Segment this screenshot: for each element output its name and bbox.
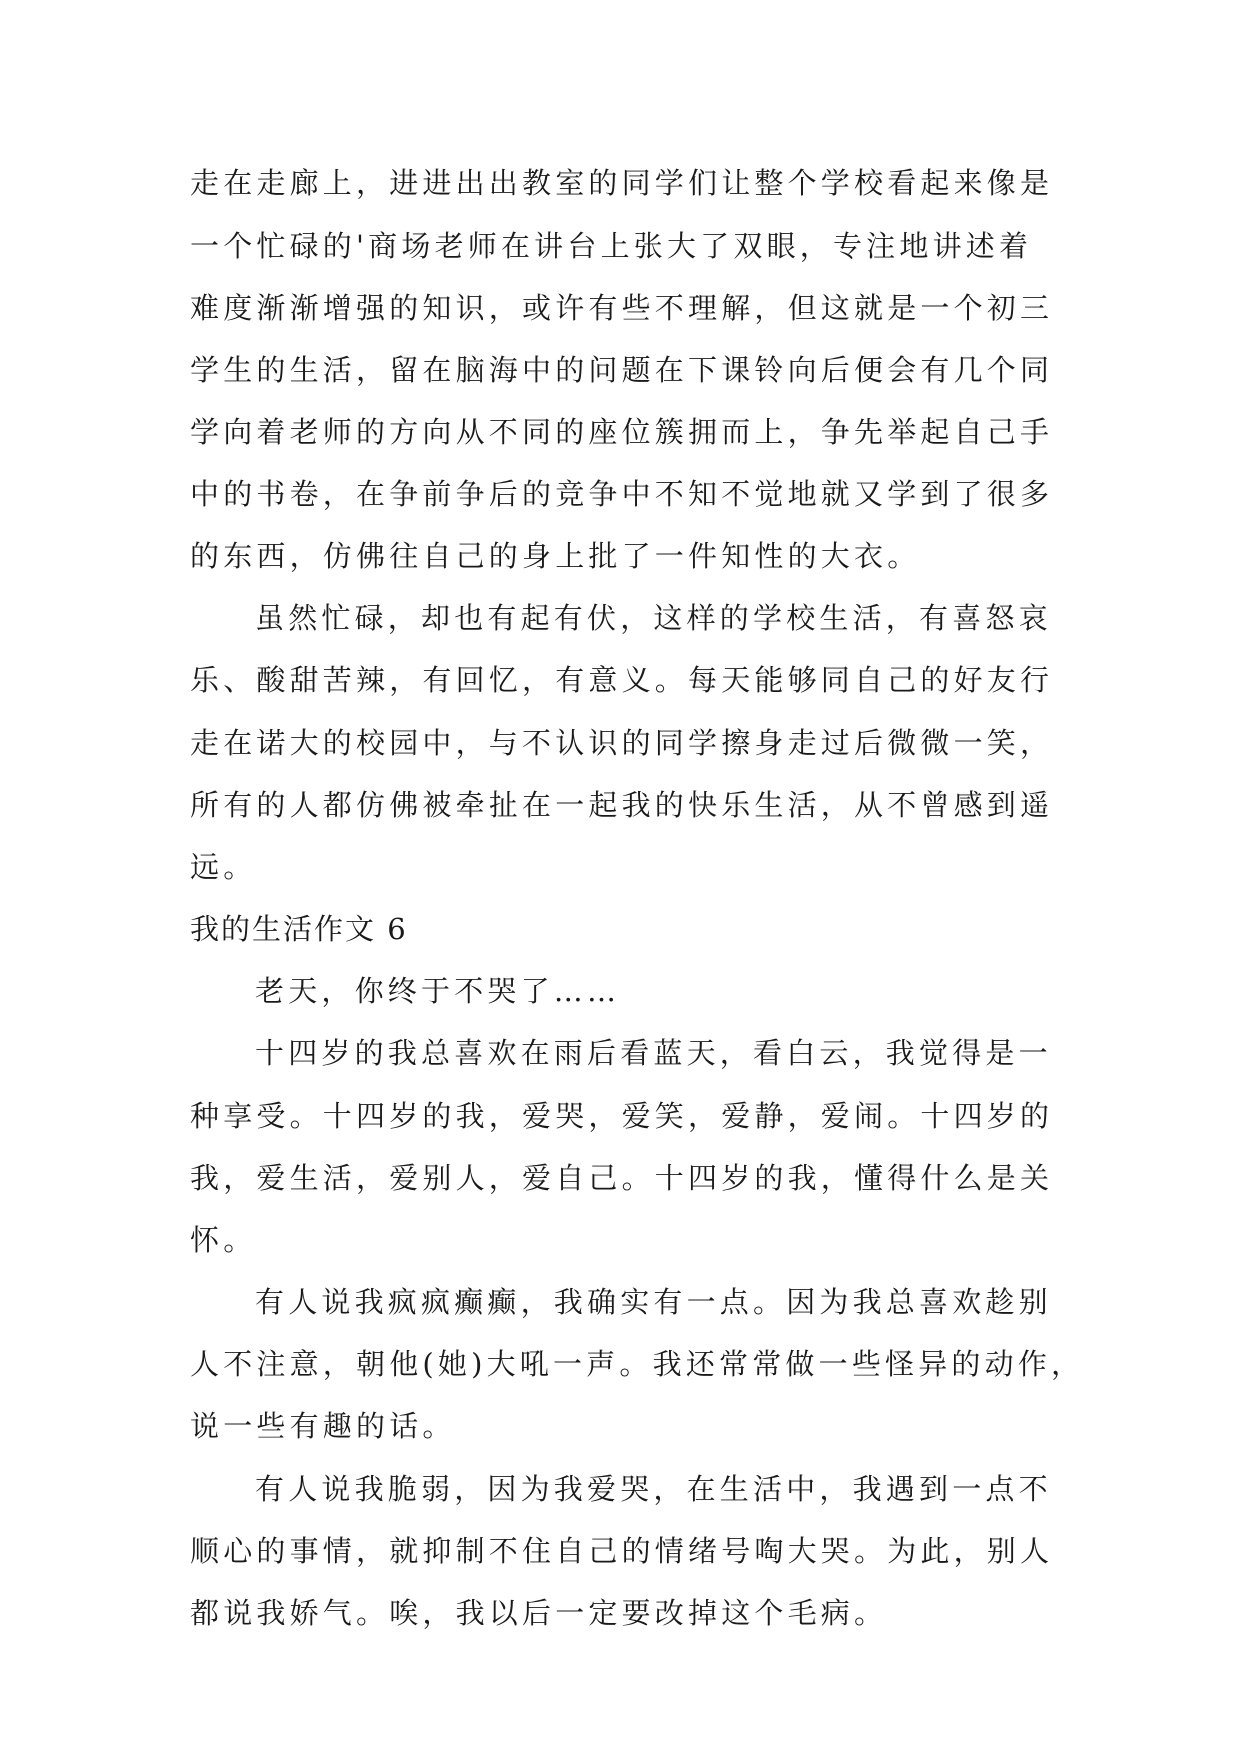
body-text-line: 走在诺大的校园中，与不认识的同学擦身走过后微微一笑， — [190, 726, 1054, 760]
paragraph-first-line: 有人说我疯疯癫癫，我确实有一点。因为我总喜欢趁别 — [255, 1285, 1052, 1319]
body-text-line: 所有的人都仿佛被牵扯在一起我的快乐生活，从不曾感到遥 — [190, 788, 1054, 822]
paragraph-first-line: 十四岁的我总喜欢在雨后看蓝天，看白云，我觉得是一 — [255, 1036, 1052, 1070]
body-text-line: 走在走廊上，进进出出教室的同学们让整个学校看起来像是 — [190, 166, 1054, 200]
body-text-line: 一个忙碌的'商场老师在讲台上张大了双眼，专注地讲述着 — [190, 229, 1033, 263]
body-text-line: 学生的生活，留在脑海中的问题在下课铃向后便会有几个同 — [190, 353, 1054, 387]
section-heading: 我的生活作文 6 — [190, 912, 408, 946]
body-text-line: 中的书卷，在争前争后的竞争中不知不觉地就又学到了很多 — [190, 477, 1054, 511]
body-text-line: 说一些有趣的话。 — [190, 1409, 456, 1443]
body-text-line: 学向着老师的方向从不同的座位簇拥而上，争先举起自己手 — [190, 415, 1054, 449]
body-text-line: 怀。 — [190, 1223, 257, 1257]
body-text-line: 人不注意，朝他(她)大吼一声。我还常常做一些怪异的动作， — [190, 1347, 1085, 1381]
body-text-line: 种享受。十四岁的我，爱哭，爱笑，爱静，爱闹。十四岁的 — [190, 1099, 1054, 1133]
body-text-line: 难度渐渐增强的知识，或许有些不理解，但这就是一个初三 — [190, 291, 1054, 325]
paragraph-first-line: 老天，你终于不哭了…… — [255, 974, 621, 1008]
paragraph-first-line: 虽然忙碌，却也有起有伏，这样的学校生活，有喜怒哀 — [255, 601, 1052, 635]
body-text-line: 乐、酸甜苦辣，有回忆，有意义。每天能够同自己的好友行 — [190, 663, 1054, 697]
body-text-line: 顺心的事情，就抑制不住自己的情绪号啕大哭。为此，别人 — [190, 1534, 1054, 1568]
body-text-line: 我，爱生活，爱别人，爱自己。十四岁的我，懂得什么是关 — [190, 1161, 1054, 1195]
body-text-line: 远。 — [190, 850, 257, 884]
body-text-line: 的东西，仿佛往自己的身上批了一件知性的大衣。 — [190, 539, 921, 573]
body-text-line: 都说我娇气。唉，我以后一定要改掉这个毛病。 — [190, 1596, 888, 1630]
paragraph-first-line: 有人说我脆弱，因为我爱哭，在生活中，我遇到一点不 — [255, 1472, 1052, 1506]
